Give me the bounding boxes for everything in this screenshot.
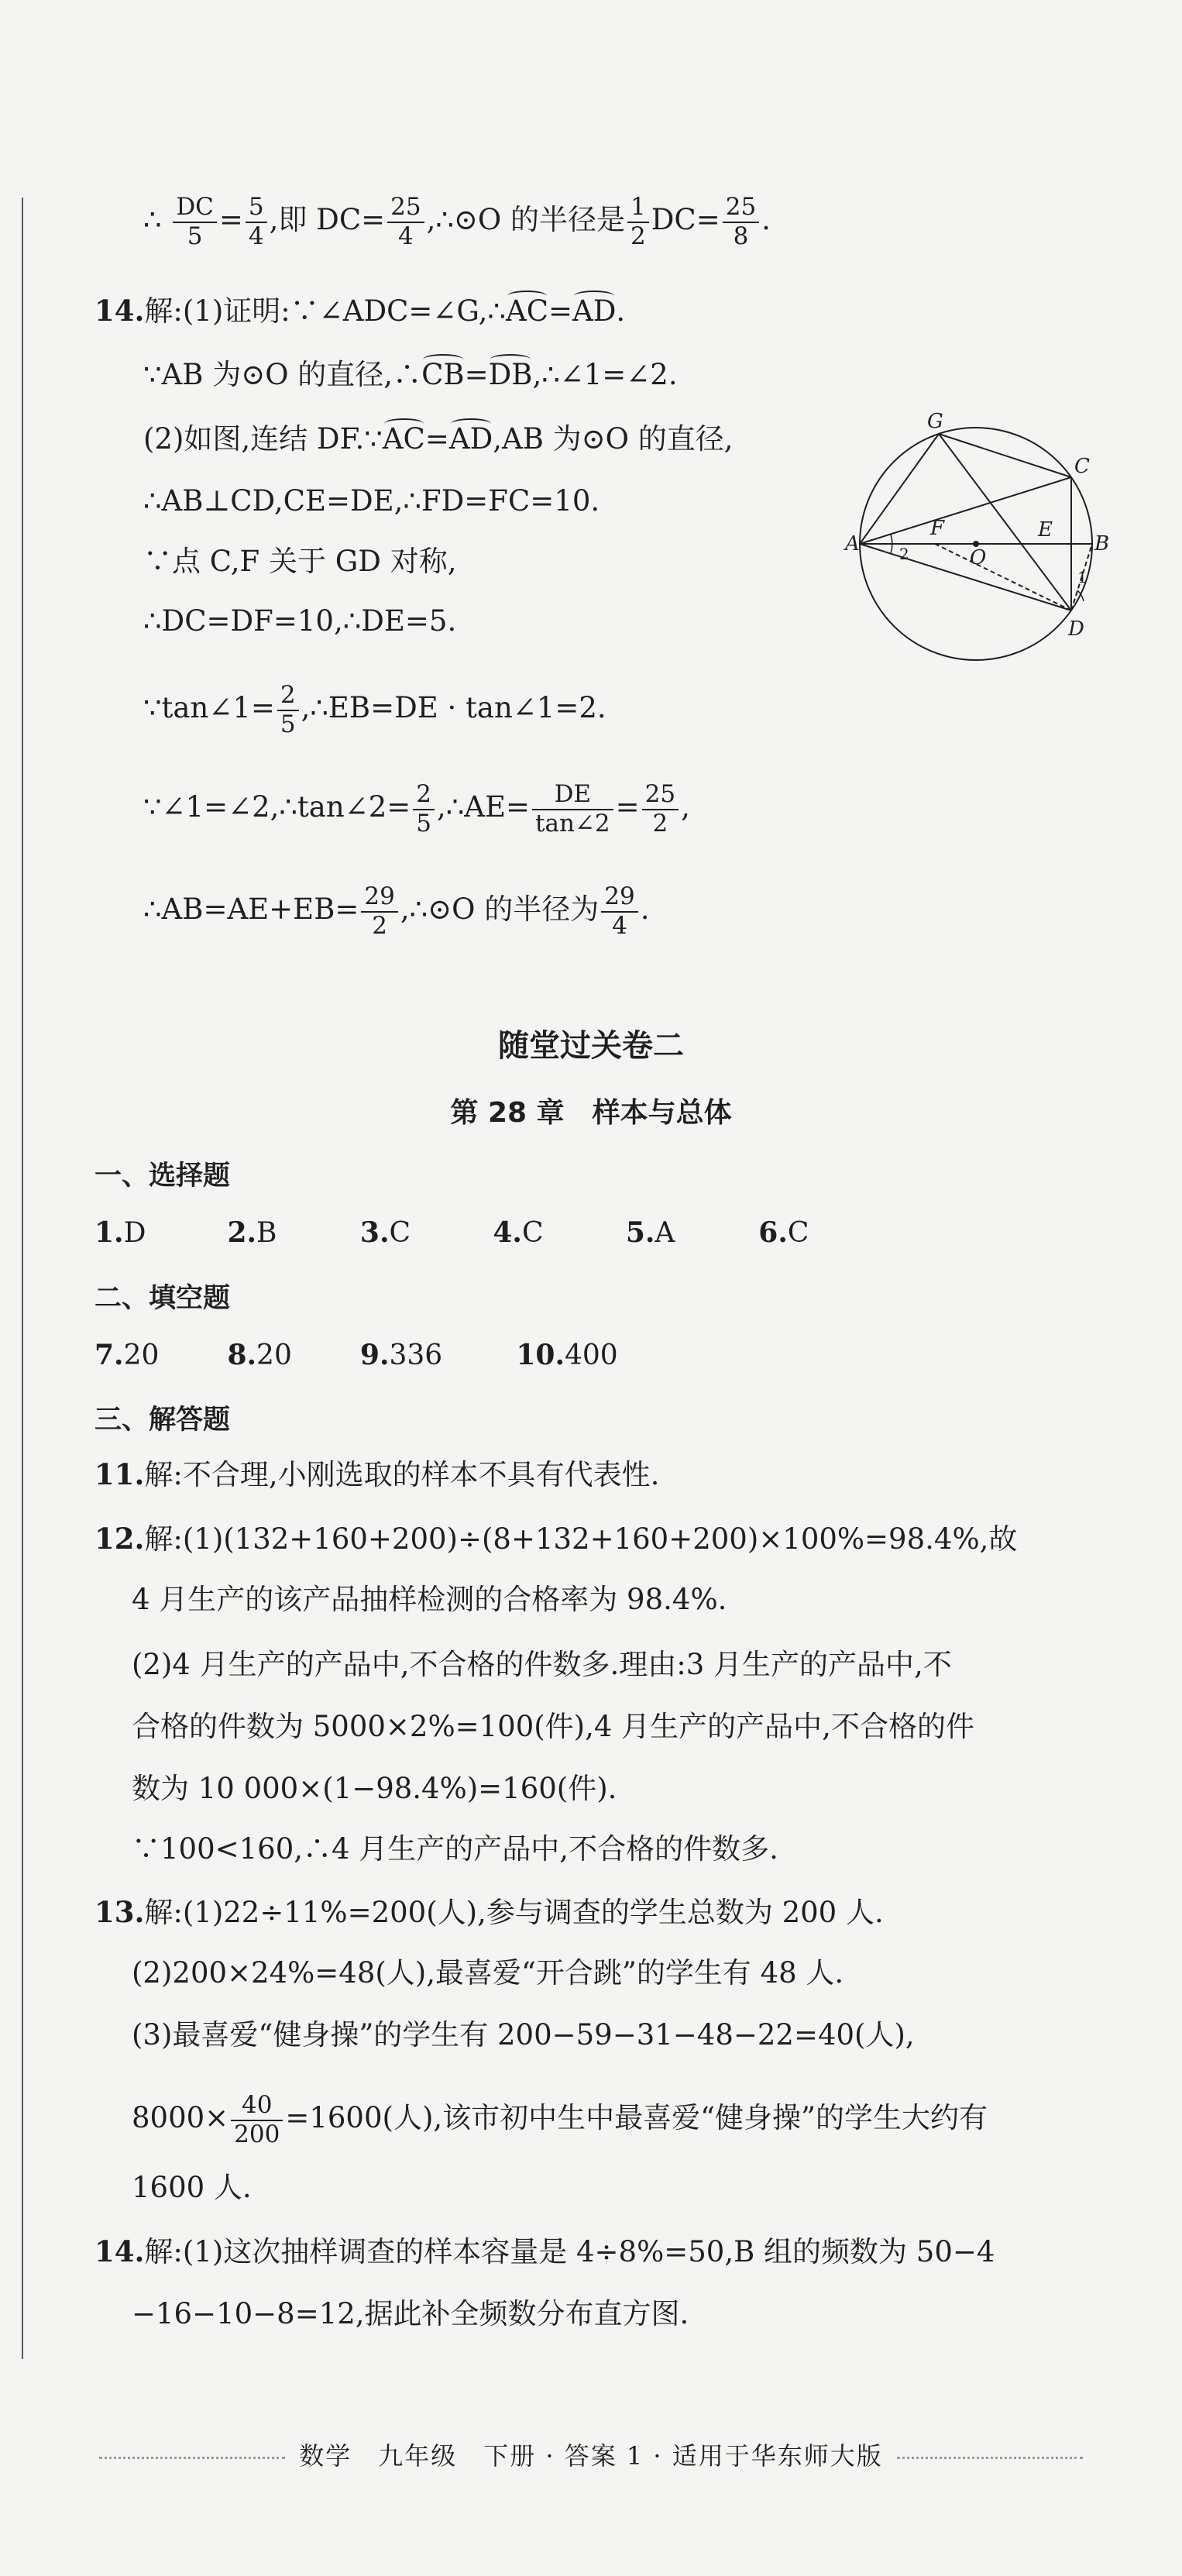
label-a: A: [845, 532, 860, 555]
q13-line-1: 13.解:(1)22÷11%=200(人),参与调查的学生总数为 200 人.: [94, 1895, 884, 1929]
choice-item: 1.D: [94, 1216, 146, 1249]
fraction: $\frac{25}{2}$: [642, 781, 679, 837]
fraction: $\frac{29}{2}$: [361, 883, 397, 940]
q14b-line-1: 14.解:(1)这次抽样调查的样本容量是 4÷8%=50,B 组的频数为 50−4: [94, 2234, 995, 2268]
fill-item: 8.20: [227, 1339, 292, 1371]
choice-heading: 一、选择题: [94, 1161, 231, 1192]
choice-answers: [94, 1216, 882, 1249]
fill-heading: 二、填空题: [94, 1283, 231, 1314]
circle-geometry-diagram: [845, 410, 1110, 674]
label-angle-2: 2: [899, 545, 909, 563]
fraction: $\frac{5}{4}$: [246, 194, 267, 250]
q14-line-9: ∴AB=AE+EB= $\frac{29}{2}$ ,∴⊙O 的半径为 $\frac{29}{4}$ .: [143, 882, 650, 940]
q13-line-5: 1600 人.: [132, 2171, 252, 2204]
fraction: $\frac{2}{5}$: [277, 682, 299, 738]
label-c: C: [1074, 455, 1090, 478]
choice-item: 3.C: [359, 1216, 411, 1249]
label-g: G: [927, 410, 943, 433]
section-title: 随堂过关卷二: [498, 1028, 684, 1064]
footer: [0, 2437, 1182, 2472]
label-e: E: [1038, 518, 1053, 542]
label-b: B: [1094, 532, 1110, 555]
q14-line-4: ∴AB⊥CD,CE=DE,∴FD=FC=10.: [143, 484, 600, 518]
q14-line-7: ∵tan∠1= $\frac{2}{5}$ ,∴EB=DE · tan∠1=2.: [143, 681, 606, 738]
label-d: D: [1068, 617, 1084, 641]
fill-answers: [94, 1339, 663, 1371]
q12-line-1: 12.解:(1)(132+160+200)÷(8+132+160+200)×100%=98.4%,故: [94, 1522, 1018, 1556]
fraction: $\frac{25}{8}$: [723, 194, 759, 250]
segment-ga: [860, 434, 939, 544]
q14-line-3: (2)如图,连结 DF.∵AC=AD,AB 为⊙O 的直径,: [143, 422, 734, 456]
fraction: $\frac{2}{5}$: [413, 781, 435, 837]
fraction: $\frac{29}{4}$: [601, 883, 637, 940]
fill-item: 10.400: [516, 1339, 618, 1371]
solve-heading: 三、解答题: [94, 1405, 231, 1436]
fraction: $\frac{1}{2}$: [627, 194, 649, 250]
choice-item: 4.C: [493, 1216, 544, 1249]
chapter-title: 第 28 章 样本与总体: [450, 1097, 732, 1129]
q14-line-5: ∵点 C,F 关于 GD 对称,: [143, 545, 457, 578]
q11-line: 11.解:不合理,小刚选取的样本不具有代表性.: [94, 1457, 660, 1491]
footer-dotted-left: [99, 2457, 285, 2459]
q14-line-8: ∵∠1=∠2,∴tan∠2= $\frac{2}{5}$ ,∴AE= $\frac{DE}{\tan\angle 2}$ = $\frac{25}{2}$ ,: [143, 780, 690, 837]
q12-line-6: ∵100<160,∴4 月生产的产品中,不合格的件数多.: [132, 1832, 778, 1866]
q13-line-4: 8000× $\frac{40}{200}$ =1600(人),该市初中生中最喜爱“健身操”的学生大约有: [132, 2091, 988, 2148]
label-f: F: [930, 517, 945, 540]
radius-conclusion-line: ∴ $\frac{DC}{5}$ = $\frac{5}{4}$ ,即 DC= $\frac{25}{4}$ ,∴⊙O 的半径是 $\frac{1}{2}$ DC= $\frac{25}{8}$ .: [143, 193, 771, 250]
q12-line-5: 数为 10 000×(1−98.4%)=160(件).: [132, 1772, 617, 1805]
fraction: $\frac{DE}{\tan\angle 2}$: [532, 781, 613, 837]
label-o: O: [970, 546, 987, 569]
q14-line-6: ∴DC=DF=10,∴DE=5.: [143, 604, 457, 638]
footer-text: 数学 九年级 下册 · 答案 1 · 适用于华东师大版: [299, 2441, 883, 2471]
fraction: $\frac{25}{4}$: [387, 194, 424, 250]
segment-ad: [860, 544, 1071, 610]
segment-fd: [935, 544, 1071, 610]
q14-line-1: 14.解:(1)证明:∵∠ADC=∠G,∴AC=AD.: [94, 294, 626, 328]
choice-item: 5.A: [625, 1216, 675, 1249]
label-angle-1: 1: [1077, 568, 1088, 586]
fraction: $\frac{DC}{5}$: [173, 194, 217, 250]
choice-item: 2.B: [227, 1216, 277, 1249]
q12-line-4: 合格的件数为 5000×2%=100(件),4 月生产的产品中,不合格的件: [132, 1710, 974, 1743]
choice-item: 6.C: [758, 1216, 809, 1249]
q12-line-2: 4 月生产的该产品抽样检测的合格率为 98.4%.: [132, 1583, 727, 1616]
q12-line-3: (2)4 月生产的产品中,不合格的件数多.理由:3 月生产的产品中,不: [132, 1648, 952, 1681]
fill-item: 9.336: [359, 1339, 443, 1371]
fraction: $\frac{40}{200}$: [231, 2092, 283, 2148]
q14b-line-2: −16−10−8=12,据此补全频数分布直方图.: [132, 2297, 689, 2330]
q13-line-3: (3)最喜爱“健身操”的学生有 200−59−31−48−22=40(人),: [132, 2018, 915, 2052]
q14-line-2: ∵AB 为⊙O 的直径,∴CB=DB,∴∠1=∠2.: [143, 358, 678, 391]
left-margin-rule: [22, 198, 23, 2359]
q13-line-2: (2)200×24%=48(人),最喜爱“开合跳”的学生有 48 人.: [132, 1956, 844, 1990]
footer-dotted-right: [897, 2457, 1083, 2459]
fill-item: 7.20: [94, 1339, 160, 1371]
